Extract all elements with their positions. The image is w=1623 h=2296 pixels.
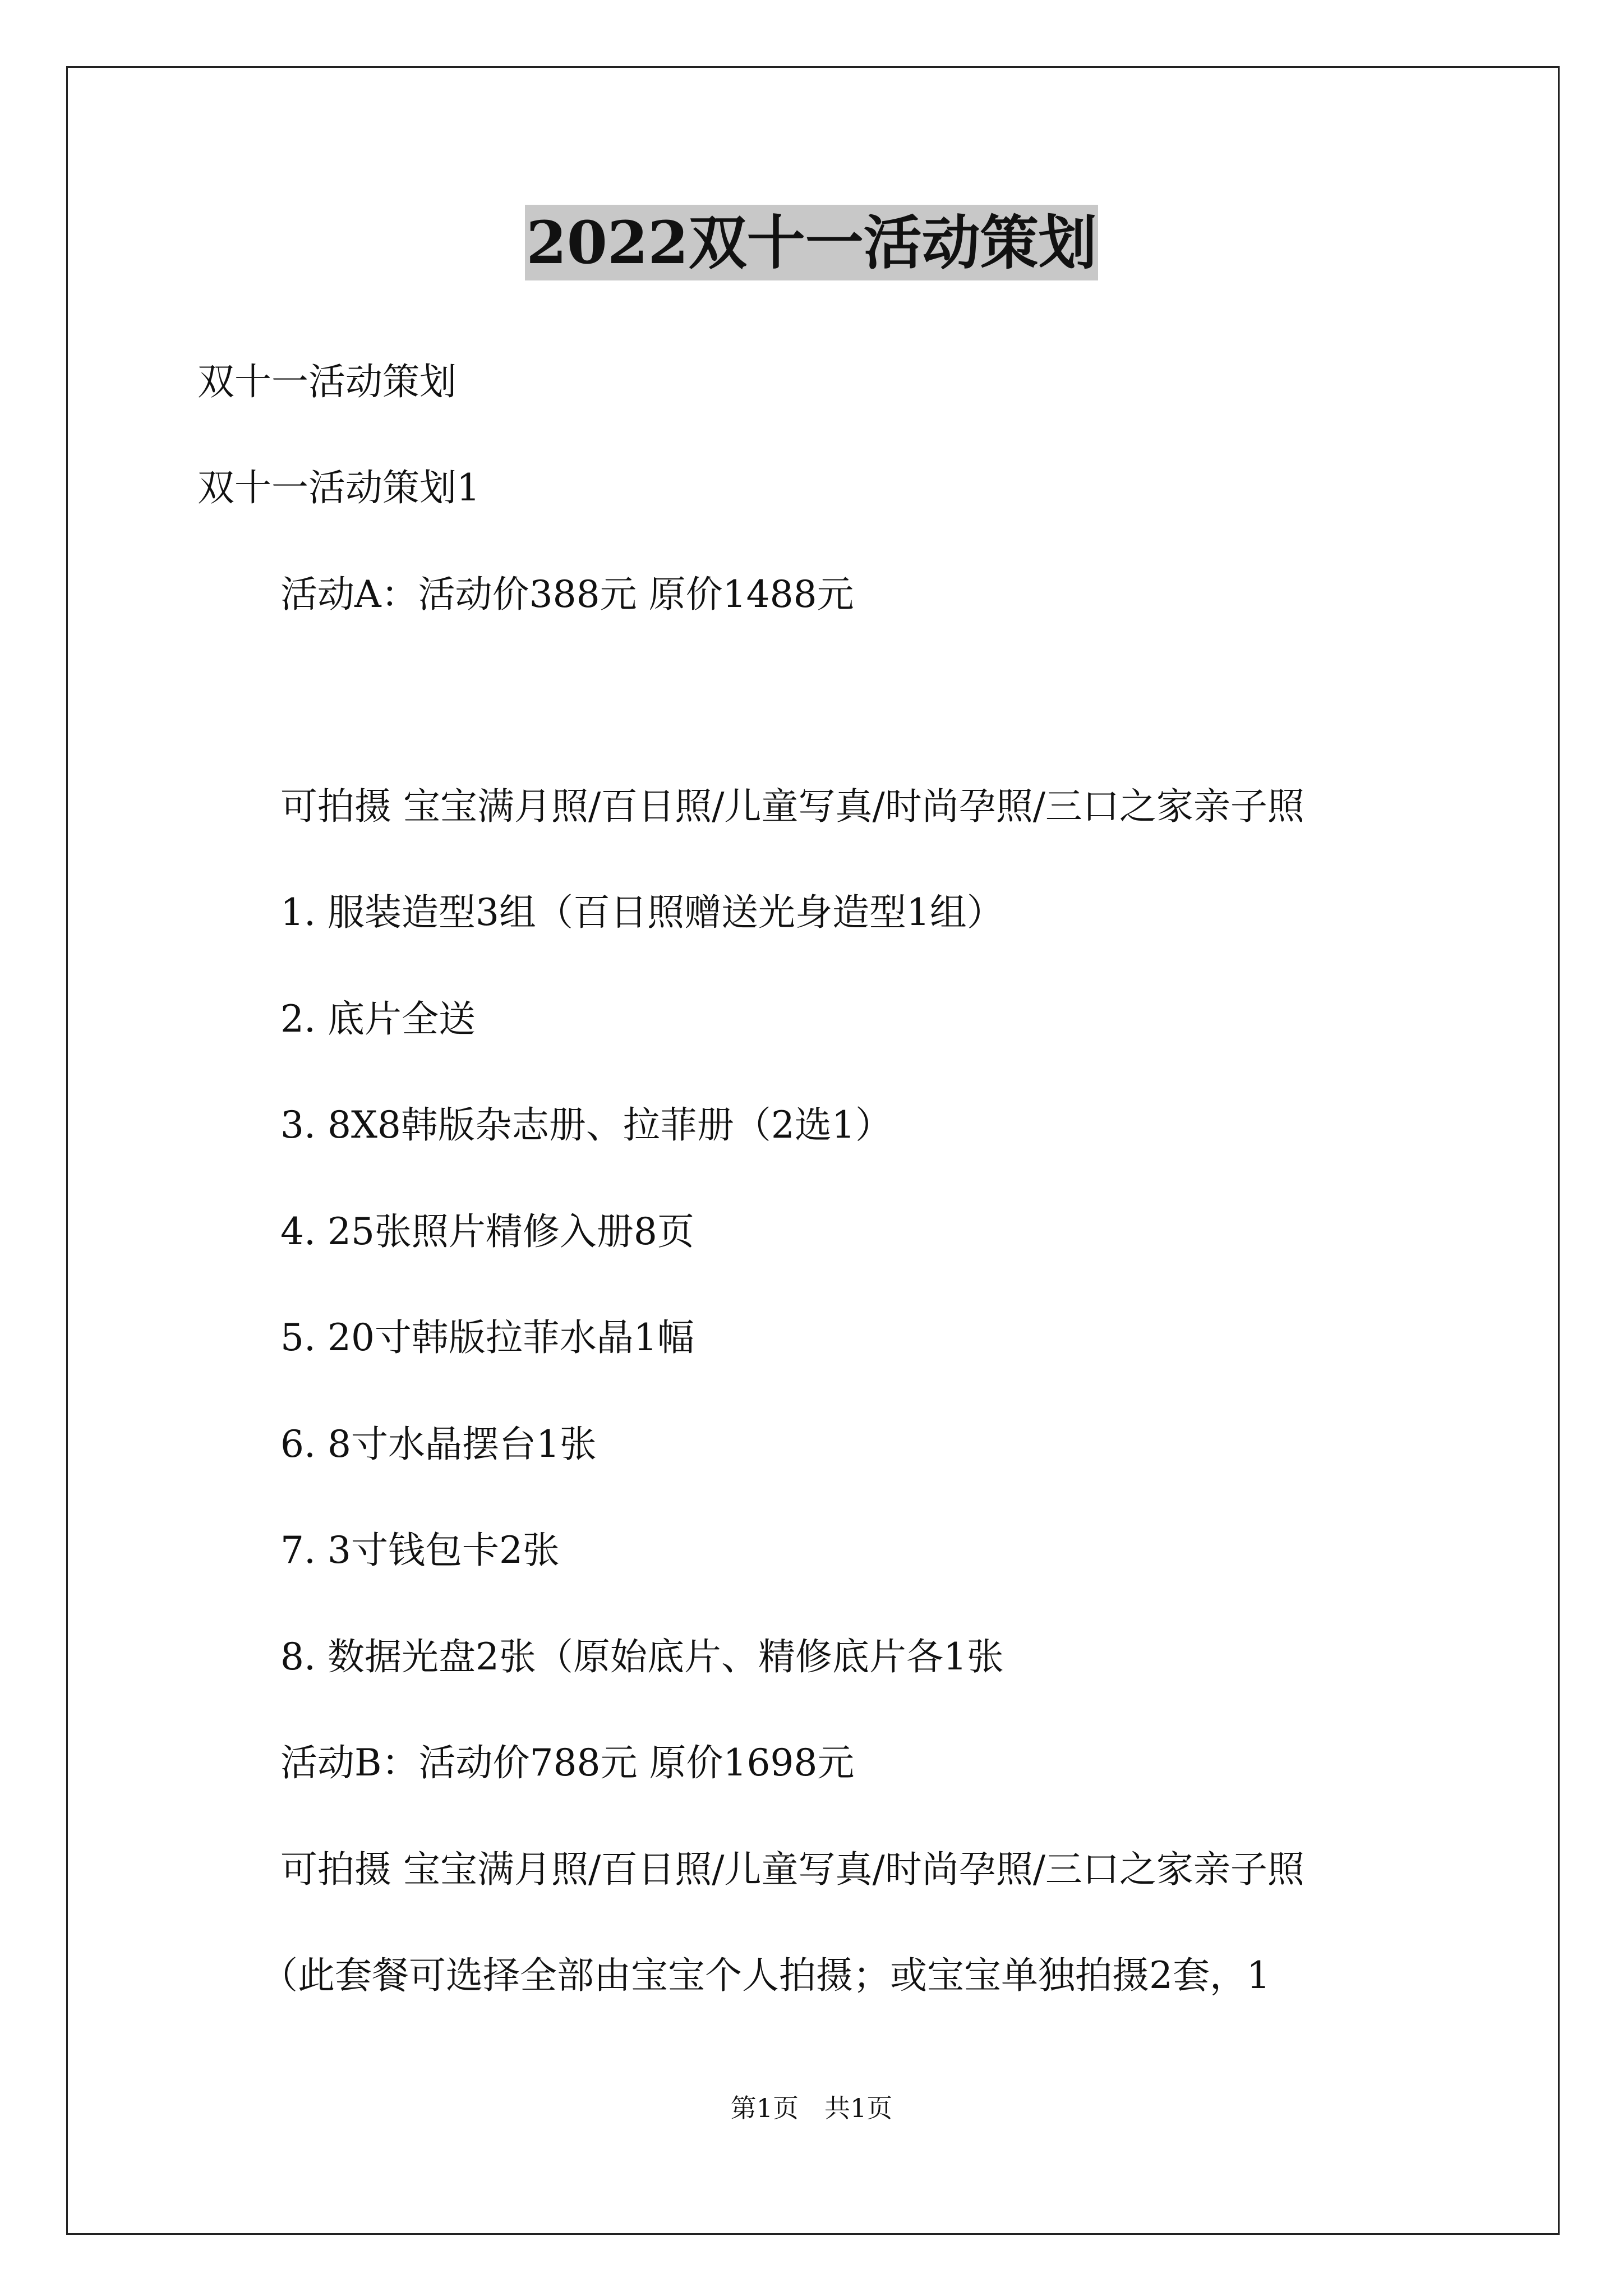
list-item: 4. 25张照片精修入册8页 xyxy=(280,1210,694,1253)
list-item: 2. 底片全送 xyxy=(280,997,476,1041)
package-a-scope: 可拍摄 宝宝满月照/百日照/儿童写真/时尚孕照/三口之家亲子照 xyxy=(280,785,1304,828)
list-item: 7. 3寸钱包卡2张 xyxy=(280,1529,560,1572)
list-item: 3. 8X8韩版杂志册、拉菲册（2选1） xyxy=(280,1103,892,1147)
section-heading: 双十一活动策划 xyxy=(197,360,457,403)
list-item: 8. 数据光盘2张（原始底片、精修底片各1张 xyxy=(280,1635,1004,1678)
package-a-price: 活动A：活动价388元 原价1488元 xyxy=(280,573,854,616)
list-item: 5. 20寸韩版拉菲水晶1幅 xyxy=(280,1316,694,1359)
package-b-scope: 可拍摄 宝宝满月照/百日照/儿童写真/时尚孕照/三口之家亲子照 xyxy=(280,1848,1304,1891)
page-number-footer: 第1页 共1页 xyxy=(730,2093,893,2123)
list-item: 6. 8寸水晶摆台1张 xyxy=(280,1423,597,1466)
subsection-heading: 双十一活动策划1 xyxy=(197,466,480,509)
list-item: 1. 服装造型3组（百日照赠送光身造型1组） xyxy=(280,891,1004,934)
package-b-note: （此套餐可选择全部由宝宝个人拍摄；或宝宝单独拍摄2套，1 xyxy=(261,1954,1270,1997)
document-title-text: 2022双十一活动策划 xyxy=(525,205,1098,280)
document-title xyxy=(0,201,1623,285)
package-b-price: 活动B：活动价788元 原价1698元 xyxy=(280,1741,855,1784)
